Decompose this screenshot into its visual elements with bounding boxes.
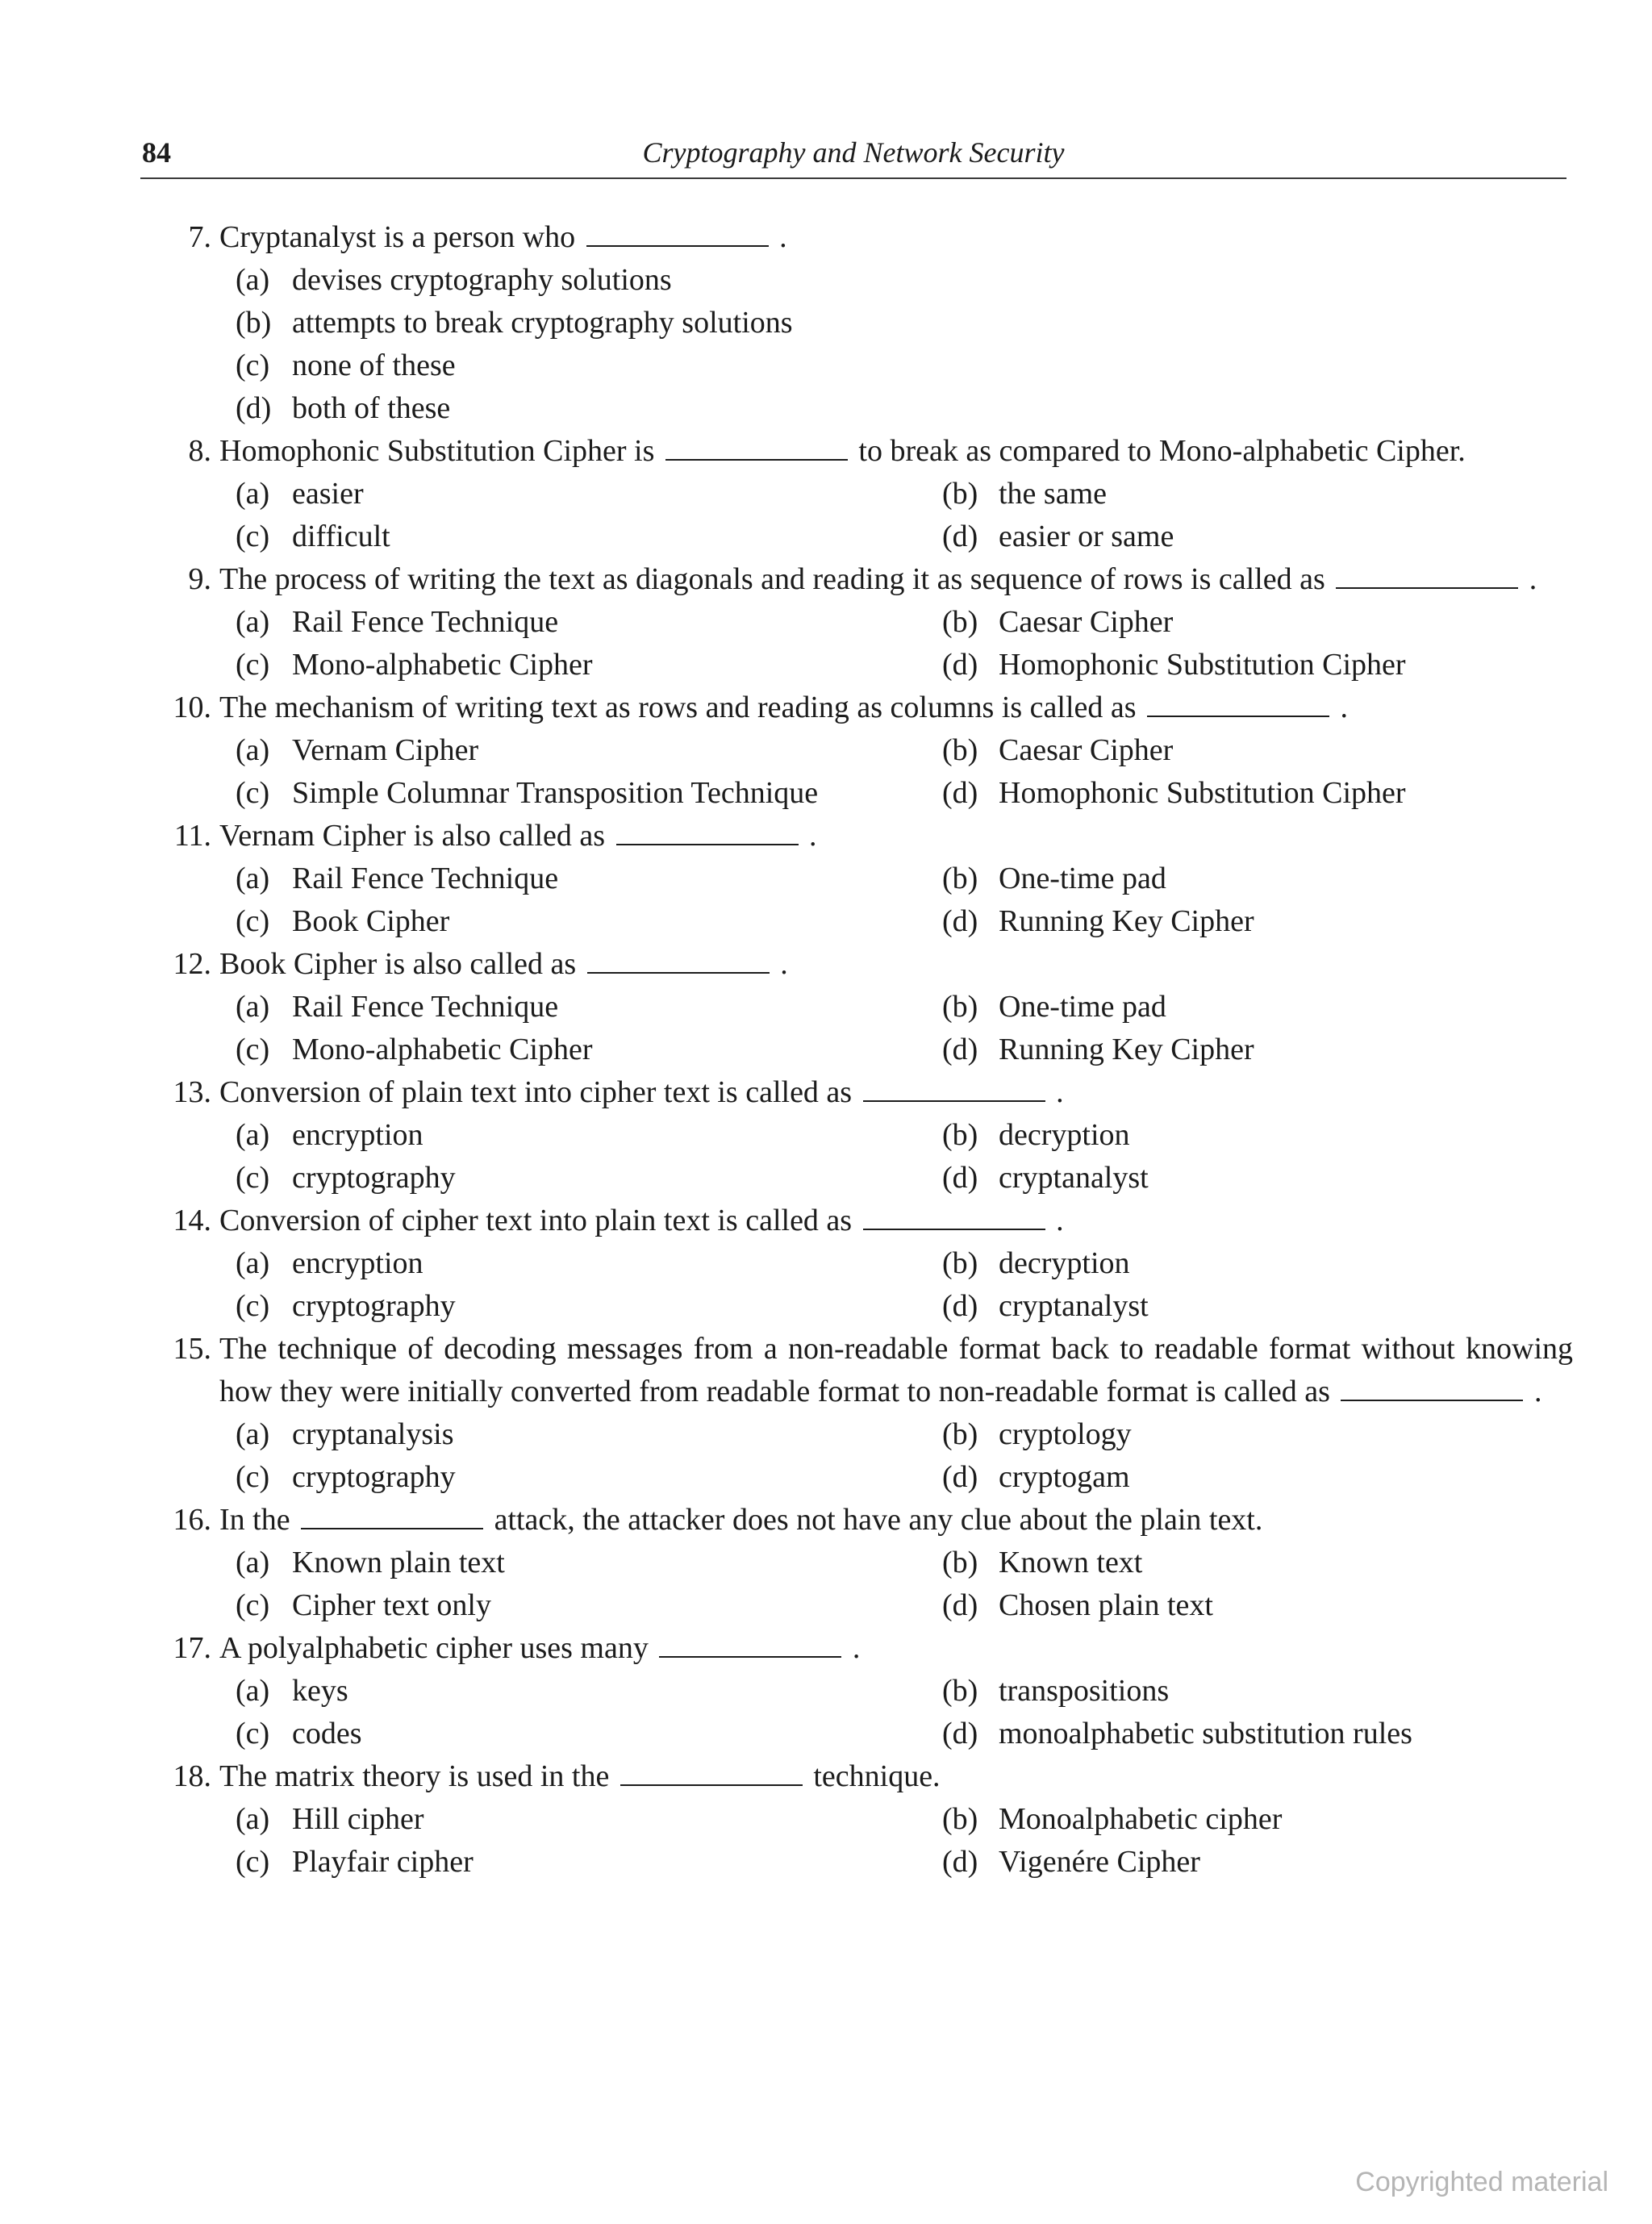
answer-option	[942, 986, 1573, 1029]
answer-blank	[1341, 1399, 1523, 1401]
option-text: easier	[292, 477, 364, 511]
answer-option	[236, 473, 942, 515]
option-label: (b)	[942, 1802, 978, 1836]
answer-option	[236, 1713, 942, 1755]
answer-option	[236, 1542, 942, 1584]
option-label: (d)	[236, 391, 272, 425]
option-label: (d)	[942, 904, 978, 938]
question-text: Conversion of plain text into cipher text is called as	[219, 1075, 853, 1109]
option-text: Homophonic Substitution Cipher	[999, 776, 1406, 810]
answer-blank	[863, 1099, 1045, 1102]
answer-blank	[1336, 586, 1518, 589]
option-text: Mono-alphabetic Cipher	[292, 648, 593, 682]
answer-blank	[586, 244, 769, 247]
answer-option	[236, 344, 1573, 387]
answer-option	[236, 1285, 942, 1328]
option-text: cryptanalysis	[292, 1417, 454, 1451]
option-list	[153, 601, 1573, 686]
answer-option	[942, 1713, 1573, 1755]
question-stem	[153, 686, 1573, 729]
question-number: 8.	[188, 434, 211, 468]
answer-option	[236, 387, 1573, 430]
option-list	[153, 1798, 1573, 1884]
option-label: (a)	[236, 1246, 270, 1280]
option-label: (c)	[236, 1289, 270, 1323]
answer-option	[236, 772, 942, 815]
option-text: Rail Fence Technique	[292, 605, 559, 639]
question-item	[153, 1200, 1573, 1328]
option-label: (b)	[942, 1118, 978, 1152]
question-list	[153, 216, 1573, 1884]
option-label: (c)	[236, 1161, 270, 1195]
option-label: (b)	[942, 605, 978, 639]
option-text: Vigenére Cipher	[999, 1845, 1200, 1879]
answer-blank	[659, 1655, 841, 1658]
option-text: keys	[292, 1674, 348, 1708]
option-list	[153, 1542, 1573, 1627]
question-item	[153, 216, 1573, 430]
question-text: The mechanism of writing text as rows and reading as columns is called as	[219, 691, 1137, 724]
answer-option	[942, 1114, 1573, 1157]
option-label: (d)	[942, 776, 978, 810]
answer-option	[236, 302, 1573, 344]
option-text: Hill cipher	[292, 1802, 424, 1836]
answer-option	[236, 259, 1573, 302]
answer-option	[942, 1029, 1573, 1071]
question-number: 15.	[173, 1332, 211, 1366]
question-text-end: .	[1529, 562, 1537, 596]
option-label: (a)	[236, 1674, 270, 1708]
option-text: One-time pad	[999, 862, 1166, 895]
question-item	[153, 686, 1573, 815]
answer-option	[236, 1798, 942, 1841]
answer-option	[942, 644, 1573, 686]
answer-option	[236, 1114, 942, 1157]
option-label: (a)	[236, 990, 270, 1024]
question-number: 7.	[188, 220, 211, 254]
option-text: monoalphabetic substitution rules	[999, 1717, 1412, 1750]
answer-option	[942, 515, 1573, 558]
answer-option	[942, 1285, 1573, 1328]
option-label: (b)	[942, 1546, 978, 1579]
option-text: difficult	[292, 519, 390, 553]
answer-option	[236, 729, 942, 772]
answer-option	[942, 900, 1573, 943]
answer-option	[236, 900, 942, 943]
option-label: (a)	[236, 263, 270, 297]
question-stem	[153, 1071, 1573, 1114]
option-label: (d)	[942, 648, 978, 682]
answer-option	[942, 729, 1573, 772]
option-text: Rail Fence Technique	[292, 862, 559, 895]
option-label: (d)	[942, 1588, 978, 1622]
option-text: Running Key Cipher	[999, 1033, 1254, 1066]
answer-option	[236, 857, 942, 900]
option-text: Known plain text	[292, 1546, 505, 1579]
option-text: Homophonic Substitution Cipher	[999, 648, 1406, 682]
option-label: (c)	[236, 1588, 270, 1622]
option-list	[153, 259, 1573, 430]
answer-option	[236, 1841, 942, 1884]
option-label: (b)	[942, 1246, 978, 1280]
question-number: 13.	[173, 1075, 211, 1109]
answer-option	[942, 1413, 1573, 1456]
option-text: Playfair cipher	[292, 1845, 473, 1879]
option-list	[153, 1114, 1573, 1200]
question-number: 10.	[173, 691, 211, 724]
option-label: (d)	[942, 1033, 978, 1066]
option-text: cryptography	[292, 1460, 456, 1494]
option-text: decryption	[999, 1246, 1130, 1280]
option-label: (c)	[236, 348, 270, 382]
option-list	[153, 1242, 1573, 1328]
option-text: none of these	[292, 348, 456, 382]
option-text: codes	[292, 1717, 362, 1750]
answer-option	[236, 1157, 942, 1200]
answer-blank	[587, 971, 770, 974]
question-text: A polyalphabetic cipher uses many	[219, 1631, 649, 1665]
option-text: cryptogam	[999, 1460, 1130, 1494]
option-label: (c)	[236, 1033, 270, 1066]
option-label: (c)	[236, 1717, 270, 1750]
option-label: (b)	[942, 862, 978, 895]
answer-option	[236, 515, 942, 558]
option-text: transpositions	[999, 1674, 1170, 1708]
question-stem	[153, 943, 1573, 986]
option-text: Caesar Cipher	[999, 605, 1174, 639]
question-number: 9.	[188, 562, 211, 596]
question-stem	[153, 1627, 1573, 1670]
question-text-end: attack, the attacker does not have any clue about the plain text.	[494, 1503, 1263, 1537]
question-stem	[153, 216, 1573, 259]
answer-option	[236, 1413, 942, 1456]
answer-option	[236, 986, 942, 1029]
answer-option	[942, 857, 1573, 900]
option-text: the same	[999, 477, 1108, 511]
option-label: (b)	[942, 1674, 978, 1708]
option-label: (c)	[236, 904, 270, 938]
question-text-end: .	[1533, 1375, 1542, 1408]
answer-option	[942, 1584, 1573, 1627]
answer-blank	[301, 1527, 483, 1529]
answer-option	[236, 1029, 942, 1071]
question-number: 17.	[173, 1631, 211, 1665]
question-text: Cryptanalyst is a person who	[219, 220, 576, 254]
question-item	[153, 815, 1573, 943]
question-text: In the	[219, 1503, 290, 1537]
question-text-end: .	[779, 220, 787, 254]
option-list	[153, 729, 1573, 815]
answer-blank	[1147, 715, 1329, 717]
question-text-end: .	[780, 947, 788, 981]
option-label: (d)	[942, 519, 978, 553]
answer-option	[942, 473, 1573, 515]
answer-option	[942, 601, 1573, 644]
option-text: devises cryptography solutions	[292, 263, 672, 297]
answer-option	[236, 601, 942, 644]
option-list	[153, 1413, 1573, 1499]
option-text: Mono-alphabetic Cipher	[292, 1033, 593, 1066]
answer-option	[236, 1456, 942, 1499]
question-number: 14.	[173, 1204, 211, 1237]
question-text: Vernam Cipher is also called as	[219, 819, 606, 853]
option-text: Book Cipher	[292, 904, 450, 938]
question-number: 12.	[173, 947, 211, 981]
answer-option	[942, 1456, 1573, 1499]
answer-option	[942, 1841, 1573, 1884]
option-label: (d)	[942, 1289, 978, 1323]
answer-option	[942, 1542, 1573, 1584]
option-label: (a)	[236, 605, 270, 639]
option-label: (d)	[942, 1161, 978, 1195]
option-label: (d)	[942, 1717, 978, 1750]
option-label: (a)	[236, 733, 270, 767]
answer-option	[236, 1584, 942, 1627]
question-stem	[153, 1200, 1573, 1242]
option-label: (b)	[942, 477, 978, 511]
answer-option	[236, 1242, 942, 1285]
option-text: Caesar Cipher	[999, 733, 1174, 767]
option-text: Chosen plain text	[999, 1588, 1213, 1622]
question-text-end: .	[1340, 691, 1349, 724]
answer-option	[236, 644, 942, 686]
question-text-end: technique.	[813, 1759, 941, 1793]
question-number: 18.	[173, 1759, 211, 1793]
question-item	[153, 1328, 1573, 1499]
question-item	[153, 558, 1573, 686]
question-text: Book Cipher is also called as	[219, 947, 577, 981]
option-text: Rail Fence Technique	[292, 990, 559, 1024]
option-list	[153, 473, 1573, 558]
option-label: (c)	[236, 519, 270, 553]
option-label: (a)	[236, 1417, 270, 1451]
question-stem	[153, 1328, 1573, 1413]
answer-blank	[616, 843, 799, 845]
question-item	[153, 1755, 1573, 1884]
option-text: encryption	[292, 1246, 423, 1280]
option-label: (b)	[942, 733, 978, 767]
option-text: decryption	[999, 1118, 1130, 1152]
question-number: 11.	[173, 819, 211, 853]
option-text: cryptanalyst	[999, 1161, 1149, 1195]
option-text: easier or same	[999, 519, 1174, 553]
answer-option	[942, 772, 1573, 815]
option-text: encryption	[292, 1118, 423, 1152]
option-text: cryptography	[292, 1161, 456, 1195]
option-text: Monoalphabetic cipher	[999, 1802, 1283, 1836]
option-text: One-time pad	[999, 990, 1166, 1024]
option-text: both of these	[292, 391, 451, 425]
question-item	[153, 943, 1573, 1071]
question-text: The process of writing the text as diagonals and reading it as sequence of rows is called as	[219, 562, 1325, 596]
answer-option	[236, 1670, 942, 1713]
option-list	[153, 986, 1573, 1071]
option-label: (a)	[236, 1546, 270, 1579]
copyright-watermark: Copyrighted material	[1355, 2167, 1608, 2197]
option-text: attempts to break cryptography solutions	[292, 306, 793, 340]
option-label: (a)	[236, 1802, 270, 1836]
option-text: cryptography	[292, 1289, 456, 1323]
question-text-end: .	[852, 1631, 861, 1665]
question-stem	[153, 558, 1573, 601]
question-item	[153, 1499, 1573, 1627]
option-text: Known text	[999, 1546, 1143, 1579]
question-stem	[153, 1755, 1573, 1798]
option-label: (b)	[236, 306, 272, 340]
question-text: Homophonic Substitution Cipher is	[219, 434, 655, 468]
question-text-end: to break as compared to Mono-alphabetic Cipher.	[858, 434, 1466, 468]
question-text: Conversion of cipher text into plain text is called as	[219, 1204, 853, 1237]
answer-blank	[620, 1784, 803, 1786]
answer-blank	[665, 458, 848, 461]
option-text: Simple Columnar Transposition Technique	[292, 776, 819, 810]
question-stem	[153, 430, 1573, 473]
answer-option	[942, 1798, 1573, 1841]
page-header	[140, 136, 1566, 179]
option-text: cryptology	[999, 1417, 1132, 1451]
option-text: Cipher text only	[292, 1588, 491, 1622]
option-list	[153, 1670, 1573, 1755]
option-label: (c)	[236, 648, 270, 682]
option-label: (b)	[942, 1417, 978, 1451]
question-text-end: .	[809, 819, 817, 853]
running-title: Cryptography and Network Security	[642, 136, 1065, 169]
question-item	[153, 430, 1573, 558]
option-text: Running Key Cipher	[999, 904, 1254, 938]
option-label: (c)	[236, 776, 270, 810]
question-item	[153, 1071, 1573, 1200]
question-stem	[153, 815, 1573, 857]
question-item	[153, 1627, 1573, 1755]
question-text: The matrix theory is used in the	[219, 1759, 610, 1793]
option-label: (a)	[236, 477, 270, 511]
question-number: 16.	[173, 1503, 211, 1537]
answer-option	[942, 1157, 1573, 1200]
option-label: (a)	[236, 1118, 270, 1152]
question-stem	[153, 1499, 1573, 1542]
option-label: (d)	[942, 1845, 978, 1879]
option-label: (c)	[236, 1460, 270, 1494]
question-text-end: .	[1056, 1204, 1064, 1237]
option-text: cryptanalyst	[999, 1289, 1149, 1323]
option-label: (c)	[236, 1845, 270, 1879]
option-text: Vernam Cipher	[292, 733, 479, 767]
option-label: (a)	[236, 862, 270, 895]
answer-blank	[863, 1228, 1045, 1230]
page-number: 84	[142, 136, 171, 169]
question-text: The technique of decoding messages from a non-readable format back to readable format without knowing how they were initially converted from readable format to non-readable format is called as	[219, 1332, 1573, 1408]
question-text-end: .	[1056, 1075, 1064, 1109]
answer-option	[942, 1242, 1573, 1285]
answer-option	[942, 1670, 1573, 1713]
option-label: (b)	[942, 990, 978, 1024]
option-label: (d)	[942, 1460, 978, 1494]
option-list	[153, 857, 1573, 943]
